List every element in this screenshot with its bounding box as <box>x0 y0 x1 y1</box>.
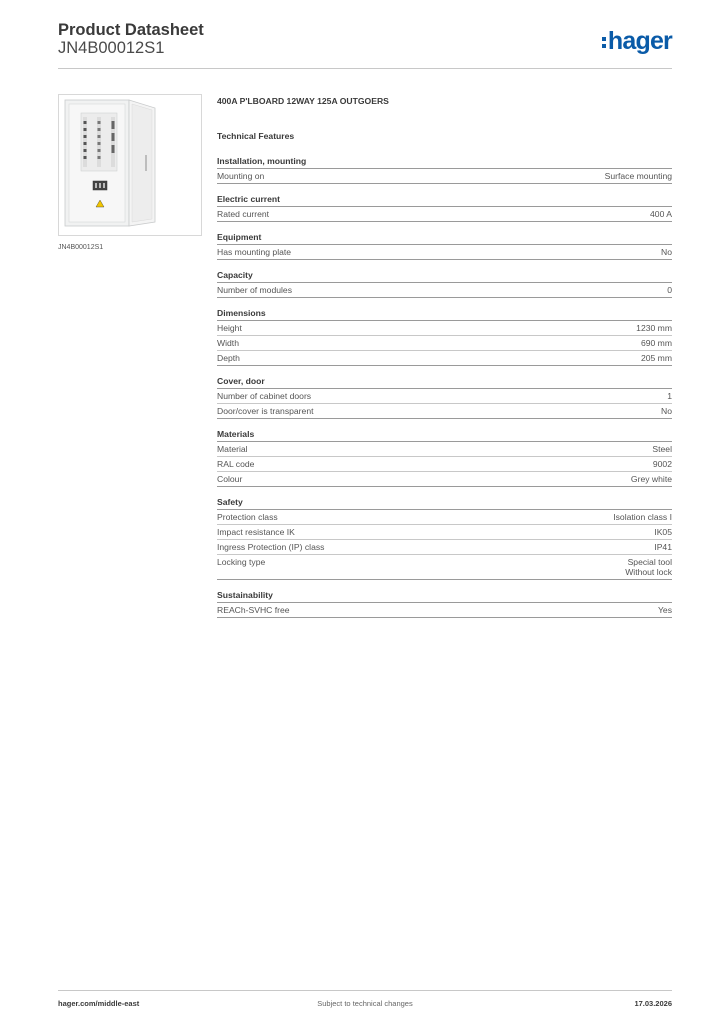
feature-label: Number of modules <box>217 285 292 295</box>
feature-group <box>217 194 672 222</box>
footer-website[interactable]: hager.com/middle-east <box>58 999 140 1008</box>
group-title: Cover, door <box>217 376 672 389</box>
feature-row <box>217 321 672 336</box>
feature-value: 400 A <box>650 209 672 219</box>
product-image <box>58 94 202 236</box>
page-footer <box>58 990 672 1010</box>
logo-colon-icon <box>602 37 606 48</box>
logo-text: hager <box>607 27 672 55</box>
product-reference: JN4B00012S1 <box>58 39 165 57</box>
document-title: Product Datasheet <box>58 21 204 39</box>
feature-value: Steel <box>652 444 672 454</box>
group-title: Capacity <box>217 270 672 283</box>
feature-label: Protection class <box>217 512 278 522</box>
page-header <box>58 21 672 69</box>
group-title: Safety <box>217 497 672 510</box>
feature-groups <box>217 156 672 618</box>
feature-row <box>217 540 672 555</box>
feature-value: 1230 mm <box>636 323 672 333</box>
feature-group <box>217 270 672 298</box>
feature-row <box>217 457 672 472</box>
feature-label: Colour <box>217 474 243 484</box>
feature-value: Grey white <box>630 474 672 484</box>
feature-value: 690 mm <box>640 338 672 348</box>
feature-value: 205 mm <box>640 353 672 363</box>
group-title: Dimensions <box>217 308 672 321</box>
feature-label: Height <box>217 323 242 333</box>
feature-group <box>217 497 672 580</box>
feature-label: Mounting on <box>217 171 265 181</box>
feature-value: No <box>661 406 672 416</box>
feature-row <box>217 207 672 222</box>
feature-row <box>217 404 672 419</box>
feature-label: RAL code <box>217 459 255 469</box>
feature-value: Yes <box>657 605 672 615</box>
feature-row <box>217 336 672 351</box>
feature-group <box>217 429 672 487</box>
feature-row <box>217 169 672 184</box>
feature-label: REACh-SVHC free <box>217 605 290 615</box>
feature-row <box>217 472 672 487</box>
feature-value: Surface mounting <box>604 171 672 181</box>
feature-label: Door/cover is transparent <box>217 406 314 416</box>
feature-row <box>217 555 672 580</box>
feature-row <box>217 510 672 525</box>
feature-value: 0 <box>667 285 672 295</box>
footer-note: Subject to technical changes <box>317 999 413 1008</box>
feature-row <box>217 442 672 457</box>
feature-row <box>217 389 672 404</box>
feature-label: Width <box>217 338 239 348</box>
feature-row <box>217 351 672 366</box>
distribution-board-icon <box>59 95 201 235</box>
feature-label: Ingress Protection (IP) class <box>217 542 325 552</box>
feature-label: Depth <box>217 353 240 363</box>
technical-features-heading: Technical Features <box>217 131 295 141</box>
feature-group <box>217 376 672 419</box>
datasheet-content <box>217 96 672 628</box>
feature-label: Impact resistance IK <box>217 527 295 537</box>
feature-label: Rated current <box>217 209 270 219</box>
feature-group <box>217 308 672 366</box>
group-title: Equipment <box>217 232 672 245</box>
feature-value: 1 <box>667 391 672 401</box>
feature-value: IP41 <box>654 542 672 552</box>
footer-date: 17.03.2026 <box>634 999 672 1008</box>
feature-label: Number of cabinet doors <box>217 391 312 401</box>
feature-value: 9002 <box>652 459 672 469</box>
group-title: Materials <box>217 429 672 442</box>
feature-value: IK05 <box>654 527 672 537</box>
group-title: Installation, mounting <box>217 156 672 169</box>
feature-label: Has mounting plate <box>217 247 292 257</box>
feature-label: Material <box>217 444 248 454</box>
group-title: Sustainability <box>217 590 672 603</box>
group-title: Electric current <box>217 194 672 207</box>
image-caption: JN4B00012S1 <box>58 244 104 251</box>
feature-row <box>217 245 672 260</box>
feature-value: Special tool Without lock <box>625 557 672 577</box>
feature-row <box>217 603 672 618</box>
product-name: 400A P'LBOARD 12WAY 125A OUTGOERS <box>217 96 389 106</box>
feature-label: Locking type <box>217 557 266 567</box>
feature-value: No <box>661 247 672 257</box>
feature-group <box>217 156 672 184</box>
feature-group <box>217 590 672 618</box>
feature-group <box>217 232 672 260</box>
hager-logo <box>602 28 672 54</box>
feature-row <box>217 283 672 298</box>
feature-value: Isolation class I <box>613 512 672 522</box>
feature-row <box>217 525 672 540</box>
